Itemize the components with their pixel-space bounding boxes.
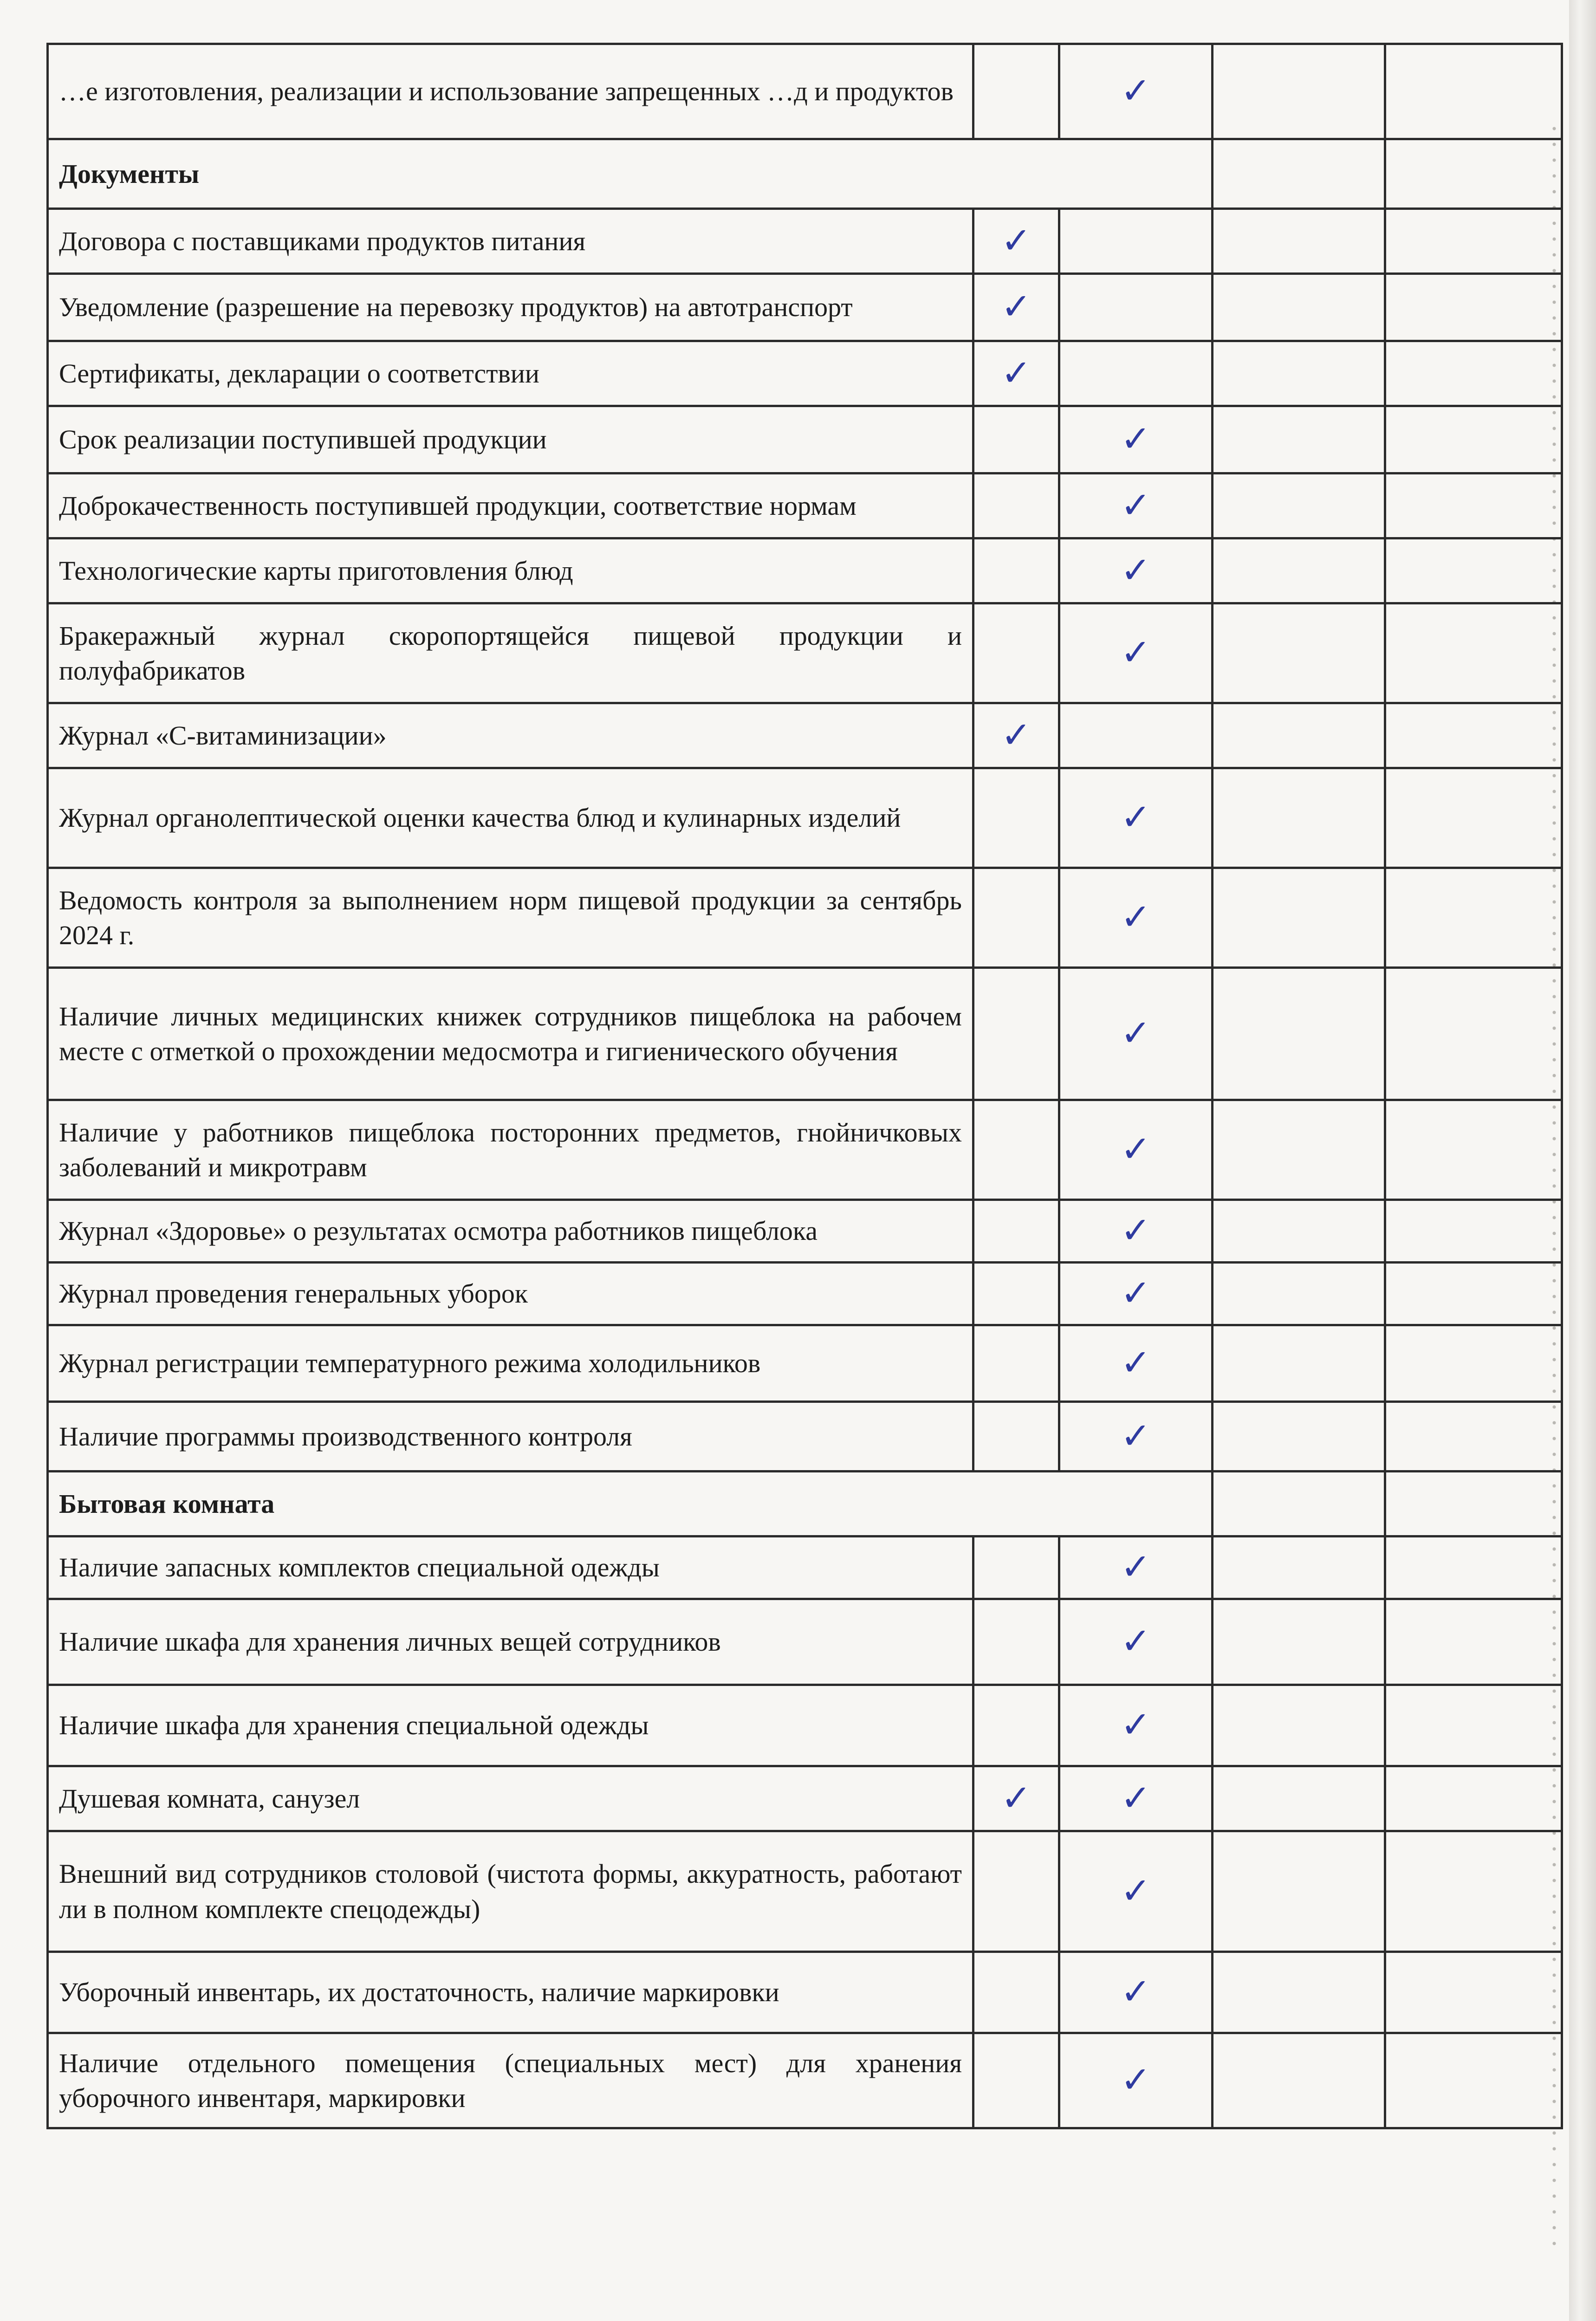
criterion-text: Журнал «Здоровье» о результатах осмотра работников пищеблока — [48, 1200, 973, 1263]
handwritten-checkmark-icon: ✓ — [973, 341, 1059, 406]
section-title: Документы — [48, 139, 1213, 209]
section-header-row — [48, 139, 1562, 209]
empty-mark-cell — [1059, 703, 1213, 768]
empty-mark-cell — [1385, 1537, 1562, 1599]
empty-mark-cell — [973, 2033, 1059, 2128]
checklist-row — [48, 768, 1562, 868]
empty-mark-cell — [973, 473, 1059, 538]
handwritten-checkmark-icon: ✓ — [973, 1766, 1059, 1831]
handwritten-checkmark-icon: ✓ — [1059, 1537, 1213, 1599]
empty-mark-cell — [1385, 274, 1562, 341]
empty-mark-cell — [1385, 1599, 1562, 1685]
criterion-text: Наличие запасных комплектов специальной одежды — [48, 1537, 973, 1599]
handwritten-checkmark-icon: ✓ — [1059, 2033, 1213, 2128]
criterion-text: Наличие личных медицинских книжек сотрудников пищеблока на рабочем месте с отметкой о прохождении медосмотра и гигиенического обучения — [48, 968, 973, 1100]
empty-mark-cell — [1213, 1685, 1385, 1766]
empty-mark-cell — [1385, 406, 1562, 473]
empty-mark-cell — [1213, 473, 1385, 538]
checklist-row — [48, 703, 1562, 768]
empty-mark-cell — [973, 538, 1059, 603]
criterion-text: Доброкачественность поступившей продукции, соответствие нормам — [48, 473, 973, 538]
empty-mark-cell — [1213, 1952, 1385, 2033]
criterion-text: Журнал проведения генеральных уборок — [48, 1263, 973, 1325]
empty-mark-cell — [1213, 768, 1385, 868]
empty-mark-cell — [1213, 1537, 1385, 1599]
checklist-row — [48, 473, 1562, 538]
empty-mark-cell — [1385, 1200, 1562, 1263]
section-empty-cell — [1385, 139, 1562, 209]
empty-mark-cell — [1213, 2033, 1385, 2128]
criterion-text: Бракеражный журнал скоропортящейся пищевой продукции и полуфабрикатов — [48, 603, 973, 703]
empty-mark-cell — [1213, 406, 1385, 473]
empty-mark-cell — [1385, 968, 1562, 1100]
handwritten-checkmark-icon: ✓ — [1059, 1766, 1213, 1831]
empty-mark-cell — [1385, 1685, 1562, 1766]
empty-mark-cell — [1385, 341, 1562, 406]
empty-mark-cell — [1213, 209, 1385, 274]
empty-mark-cell — [1213, 1766, 1385, 1831]
empty-mark-cell — [1385, 44, 1562, 139]
section-header-row — [48, 1472, 1562, 1537]
handwritten-checkmark-icon: ✓ — [1059, 1263, 1213, 1325]
empty-mark-cell — [1385, 1831, 1562, 1952]
empty-mark-cell — [1213, 538, 1385, 603]
criterion-text: Договора с поставщиками продуктов питания — [48, 209, 973, 274]
checklist-row — [48, 209, 1562, 274]
empty-mark-cell — [1385, 868, 1562, 968]
handwritten-checkmark-icon: ✓ — [1059, 1200, 1213, 1263]
empty-mark-cell — [1213, 703, 1385, 768]
checklist-row — [48, 1537, 1562, 1599]
criterion-text: Уведомление (разрешение на перевозку продуктов) на автотранспорт — [48, 274, 973, 341]
empty-mark-cell — [973, 768, 1059, 868]
empty-mark-cell — [1385, 1402, 1562, 1472]
empty-mark-cell — [973, 1263, 1059, 1325]
empty-mark-cell — [1213, 1402, 1385, 1472]
criterion-text: Душевая комната, санузел — [48, 1766, 973, 1831]
empty-mark-cell — [1385, 538, 1562, 603]
empty-mark-cell — [1385, 209, 1562, 274]
empty-mark-cell — [1385, 1263, 1562, 1325]
empty-mark-cell — [973, 1537, 1059, 1599]
empty-mark-cell — [973, 1599, 1059, 1685]
handwritten-checkmark-icon: ✓ — [1059, 1831, 1213, 1952]
handwritten-checkmark-icon: ✓ — [1059, 1952, 1213, 2033]
checklist-row — [48, 1263, 1562, 1325]
empty-mark-cell — [973, 1831, 1059, 1952]
criterion-text: Наличие у работников пищеблока посторонних предметов, гнойничковых заболеваний и микротравм — [48, 1100, 973, 1200]
handwritten-checkmark-icon: ✓ — [1059, 1325, 1213, 1402]
checklist-row — [48, 968, 1562, 1100]
handwritten-checkmark-icon: ✓ — [1059, 1100, 1213, 1200]
checklist-row — [48, 406, 1562, 473]
handwritten-checkmark-icon: ✓ — [1059, 1599, 1213, 1685]
checklist-row — [48, 341, 1562, 406]
criterion-text: Срок реализации поступившей продукции — [48, 406, 973, 473]
empty-mark-cell — [1213, 44, 1385, 139]
empty-mark-cell — [1385, 1325, 1562, 1402]
section-title: Бытовая комната — [48, 1472, 1213, 1537]
empty-mark-cell — [1059, 341, 1213, 406]
section-empty-cell — [1385, 1472, 1562, 1537]
criterion-text: Уборочный инвентарь, их достаточность, наличие маркировки — [48, 1952, 973, 2033]
empty-mark-cell — [973, 1685, 1059, 1766]
handwritten-checkmark-icon: ✓ — [1059, 868, 1213, 968]
criterion-text: Наличие шкафа для хранения личных вещей сотрудников — [48, 1599, 973, 1685]
empty-mark-cell — [1385, 2033, 1562, 2128]
empty-mark-cell — [1385, 1100, 1562, 1200]
criterion-text: …е изготовления, реализации и использование запрещенных …д и продуктов — [48, 44, 973, 139]
checklist-body — [48, 44, 1562, 2128]
checklist-row — [48, 1402, 1562, 1472]
handwritten-checkmark-icon: ✓ — [1059, 768, 1213, 868]
criterion-text: Наличие отдельного помещения (специальных мест) для хранения уборочного инвентаря, маркировки — [48, 2033, 973, 2128]
criterion-text: Технологические карты приготовления блюд — [48, 538, 973, 603]
handwritten-checkmark-icon: ✓ — [1059, 968, 1213, 1100]
criterion-text: Наличие программы производственного контроля — [48, 1402, 973, 1472]
empty-mark-cell — [1213, 1831, 1385, 1952]
empty-mark-cell — [973, 868, 1059, 968]
empty-mark-cell — [973, 1402, 1059, 1472]
section-empty-cell — [1213, 1472, 1385, 1537]
criterion-text: Внешний вид сотрудников столовой (чистота формы, аккуратность, работают ли в полном комплекте спецодежды) — [48, 1831, 973, 1952]
checklist-row — [48, 1685, 1562, 1766]
checklist-row — [48, 1952, 1562, 2033]
checklist-row — [48, 274, 1562, 341]
empty-mark-cell — [1059, 274, 1213, 341]
checklist-row — [48, 1831, 1562, 1952]
empty-mark-cell — [1385, 1952, 1562, 2033]
criterion-text: Сертификаты, декларации о соответствии — [48, 341, 973, 406]
checklist-row — [48, 868, 1562, 968]
empty-mark-cell — [1385, 768, 1562, 868]
empty-mark-cell — [1213, 968, 1385, 1100]
empty-mark-cell — [973, 1325, 1059, 1402]
handwritten-checkmark-icon: ✓ — [1059, 603, 1213, 703]
checklist-row — [48, 1325, 1562, 1402]
empty-mark-cell — [1213, 868, 1385, 968]
empty-mark-cell — [973, 1200, 1059, 1263]
handwritten-checkmark-icon: ✓ — [1059, 1402, 1213, 1472]
empty-mark-cell — [1213, 1200, 1385, 1263]
criterion-text: Журнал органолептической оценки качества блюд и кулинарных изделий — [48, 768, 973, 868]
checklist-row — [48, 1599, 1562, 1685]
handwritten-checkmark-icon: ✓ — [1059, 44, 1213, 139]
criterion-text: Ведомость контроля за выполнением норм пищевой продукции за сентябрь 2024 г. — [48, 868, 973, 968]
empty-mark-cell — [1213, 1599, 1385, 1685]
empty-mark-cell — [1059, 209, 1213, 274]
checklist-row — [48, 603, 1562, 703]
checklist-row — [48, 1766, 1562, 1831]
empty-mark-cell — [1213, 341, 1385, 406]
handwritten-checkmark-icon: ✓ — [973, 703, 1059, 768]
empty-mark-cell — [1213, 1100, 1385, 1200]
empty-mark-cell — [1385, 473, 1562, 538]
handwritten-checkmark-icon: ✓ — [1059, 406, 1213, 473]
empty-mark-cell — [1213, 1325, 1385, 1402]
empty-mark-cell — [973, 603, 1059, 703]
checklist-row — [48, 1200, 1562, 1263]
empty-mark-cell — [973, 406, 1059, 473]
handwritten-checkmark-icon: ✓ — [1059, 538, 1213, 603]
handwritten-checkmark-icon: ✓ — [1059, 473, 1213, 538]
empty-mark-cell — [973, 1100, 1059, 1200]
empty-mark-cell — [1213, 274, 1385, 341]
empty-mark-cell — [1213, 1263, 1385, 1325]
empty-mark-cell — [973, 968, 1059, 1100]
criterion-text: Журнал регистрации температурного режима холодильников — [48, 1325, 973, 1402]
empty-mark-cell — [1213, 603, 1385, 703]
criterion-text: Журнал «С-витаминизации» — [48, 703, 973, 768]
page-edge — [1569, 0, 1596, 2321]
criterion-text: Наличие шкафа для хранения специальной одежды — [48, 1685, 973, 1766]
handwritten-checkmark-icon: ✓ — [973, 274, 1059, 341]
empty-mark-cell — [1385, 1766, 1562, 1831]
section-empty-cell — [1213, 139, 1385, 209]
checklist-row — [48, 538, 1562, 603]
checklist-row — [48, 1100, 1562, 1200]
handwritten-checkmark-icon: ✓ — [973, 209, 1059, 274]
empty-mark-cell — [973, 1952, 1059, 2033]
empty-mark-cell — [973, 44, 1059, 139]
handwritten-checkmark-icon: ✓ — [1059, 1685, 1213, 1766]
empty-mark-cell — [1385, 703, 1562, 768]
checklist-row — [48, 2033, 1562, 2128]
inspection-checklist-table — [46, 43, 1563, 2129]
empty-mark-cell — [1385, 603, 1562, 703]
checklist-row — [48, 44, 1562, 139]
